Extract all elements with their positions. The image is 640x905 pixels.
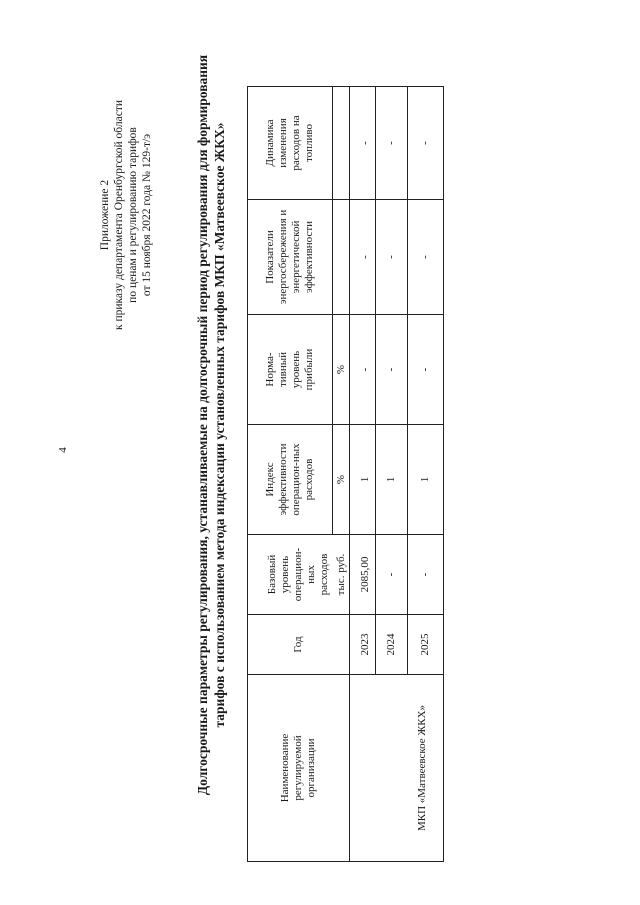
header-fuel-dynamics: Динамика изменения расходов на топливо xyxy=(264,115,315,171)
table-row-year: 2025 xyxy=(419,633,431,656)
header-efficiency-index: Индекс эффективности операцион-ных расходов xyxy=(264,443,315,516)
appendix-line: по ценам и регулированию тарифов xyxy=(127,127,139,303)
table-cell-profit-level: - xyxy=(419,367,431,372)
title-line: Долгосрочные параметры регулирования, устанавливаемые на долгосрочный период регулирования для формирования xyxy=(195,54,210,796)
appendix-line: Приложение 2 xyxy=(99,179,111,251)
table-cell-profit-level: - xyxy=(385,367,397,372)
table-cell-efficiency-index: 1 xyxy=(385,476,397,483)
table-border-bottom xyxy=(443,86,444,862)
table-cell-fuel-dynamics: - xyxy=(385,141,397,145)
table-cell-fuel-dynamics: - xyxy=(359,141,371,145)
title-line: тарифов с использованием метода индексации установленных тарифов МКП «Матвеевское ЖКХ» xyxy=(212,122,227,728)
header-organization: Наименование регулируемой организации xyxy=(279,733,317,803)
page-number: 4 xyxy=(57,447,69,453)
table-cell-fuel-dynamics: - xyxy=(419,141,431,145)
unit-profit-level: % xyxy=(334,364,347,375)
table-cell-energy-indicators: - xyxy=(359,255,371,259)
table-cell-energy-indicators: - xyxy=(385,255,397,259)
table-row-year: 2024 xyxy=(385,633,397,656)
table-cell-efficiency-index: 1 xyxy=(419,476,431,483)
header-base-level: Базовый уровень операцион-ных расходов xyxy=(266,547,330,602)
header-year: Год xyxy=(292,636,304,653)
header-profit-level: Норма-тивный уровень прибыли xyxy=(264,348,315,391)
table-cell-profit-level: - xyxy=(359,367,371,372)
table-cell-base-level: - xyxy=(419,572,431,577)
table-cell-base-level: - xyxy=(385,572,397,577)
appendix-line: от 15 ноября 2022 года № 129-т/э xyxy=(141,133,153,297)
appendix-line: к приказу департамента Оренбургской области xyxy=(113,100,125,330)
unit-efficiency-index: % xyxy=(334,474,347,485)
organization-cell: МКП «Матвеевское ЖКХ» xyxy=(416,704,428,832)
header-energy-indicators: Показатели энергосбережения и энергетической эффективности xyxy=(264,209,315,305)
table-cell-energy-indicators: - xyxy=(419,255,431,259)
table-cell-efficiency-index: 1 xyxy=(359,476,371,483)
unit-base-level: тыс. руб. xyxy=(334,553,347,596)
table-row-year: 2023 xyxy=(359,633,371,656)
table-cell-base-level: 2085,00 xyxy=(359,556,371,593)
table-border-left xyxy=(247,861,444,862)
